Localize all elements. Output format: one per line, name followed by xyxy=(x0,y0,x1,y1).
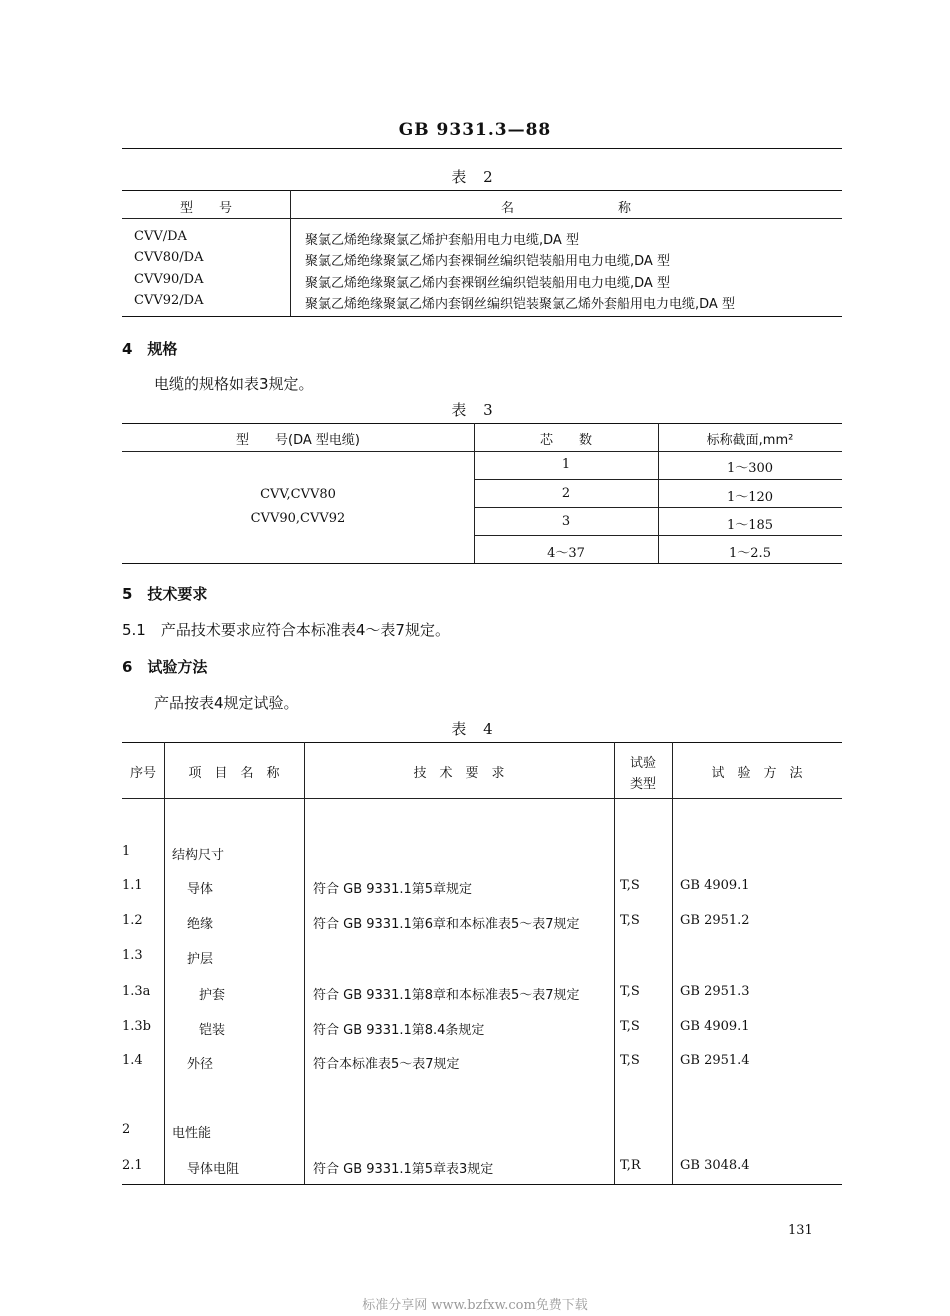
table4-row-type: T,S xyxy=(620,878,640,893)
table4-row-method: GB 4909.1 xyxy=(680,878,750,893)
table4-row-method: GB 2951.2 xyxy=(680,913,750,928)
section5-clause: 5.1 产品技术要求应符合本标准表4～表7规定。 xyxy=(122,621,450,639)
table4-header-method: 试 验 方 法 xyxy=(711,766,803,781)
table3-cores: 2 xyxy=(561,486,571,501)
table4-row-item: 护层 xyxy=(187,952,214,967)
table4-row-type: T,S xyxy=(620,984,640,999)
table4-row-no: 1.3 xyxy=(122,948,143,963)
table4-divider xyxy=(304,742,305,1184)
table4-row-method: GB 4909.1 xyxy=(680,1019,750,1034)
table3-row-rule xyxy=(474,479,842,480)
table4-header-no: 序号 xyxy=(129,766,156,781)
table3-cores: 3 xyxy=(561,514,571,529)
table4-row-no: 1.2 xyxy=(122,913,143,928)
table4-row-item: 导体 xyxy=(187,882,214,897)
table2-row-model: CVV92/DA xyxy=(134,293,204,308)
table4-row-type: T,S xyxy=(620,1053,640,1068)
table3-cores: 1 xyxy=(561,457,571,472)
table2-row-name: 聚氯乙烯绝缘聚氯乙烯内套裸钢丝编织铠装船用电力电缆,DA 型 xyxy=(305,276,670,291)
table2-caption: 表 2 xyxy=(451,168,499,186)
document-header: GB 9331.3—88 xyxy=(398,120,552,140)
table4-header-type-line2: 类型 xyxy=(629,777,656,792)
table4-row-item: 铠装 xyxy=(199,1023,226,1038)
table3-cores: 4～37 xyxy=(547,546,585,561)
table4-row-no: 1.3a xyxy=(122,984,151,999)
table3-header-rule xyxy=(122,451,842,452)
section4-text: 电缆的规格如表3规定。 xyxy=(154,375,314,393)
table4-row-no: 1 xyxy=(122,844,131,859)
table3-header-section: 标称截面,mm² xyxy=(706,433,794,448)
page-number: 131 xyxy=(788,1223,813,1238)
table4-row-req: 符合 GB 9331.1第5章规定 xyxy=(313,882,473,897)
table4-row-item: 绝缘 xyxy=(187,917,214,932)
table4-row-no: 2.1 xyxy=(122,1158,143,1173)
table4-header-item: 项 目 名 称 xyxy=(188,766,280,781)
table4-row-item: 护套 xyxy=(199,988,226,1003)
table4-row-item: 外径 xyxy=(187,1057,214,1072)
table3-header-cores: 芯 数 xyxy=(539,433,592,448)
table2-row-model: CVV/DA xyxy=(134,229,187,244)
section4-title: 4 规格 xyxy=(122,340,178,358)
table2-top-rule xyxy=(122,190,842,191)
table2-row-name: 聚氯乙烯绝缘聚氯乙烯内套裸铜丝编织铠装船用电力电缆,DA 型 xyxy=(305,254,670,269)
section6-title: 6 试验方法 xyxy=(122,658,208,676)
table2-row-name: 聚氯乙烯绝缘聚氯乙烯内套钢丝编织铠装聚氯乙烯外套船用电力电缆,DA 型 xyxy=(305,297,735,312)
table4-row-method: GB 2951.3 xyxy=(680,984,750,999)
table4-row-req: 符合 GB 9331.1第8.4条规定 xyxy=(313,1023,485,1038)
table4-row-req: 符合本标准表5～表7规定 xyxy=(313,1057,460,1072)
table2-header-model: 型 号 xyxy=(179,201,232,216)
table4-row-type: T,S xyxy=(620,1019,640,1034)
table4-row-item: 电性能 xyxy=(172,1126,212,1141)
table2-row-model: CVV80/DA xyxy=(134,250,204,265)
table3-section: 1～120 xyxy=(726,490,774,505)
table4-row-req: 符合 GB 9331.1第8章和本标准表5～表7规定 xyxy=(313,988,580,1003)
table4-row-method: GB 2951.4 xyxy=(680,1053,750,1068)
table4-row-req: 符合 GB 9331.1第6章和本标准表5～表7规定 xyxy=(313,917,580,932)
table3-section: 1～300 xyxy=(726,461,774,476)
table4-row-type: T,S xyxy=(620,913,640,928)
table4-row-req: 符合 GB 9331.1第5章表3规定 xyxy=(313,1162,494,1177)
watermark-footer: 标准分享网 www.bzfxw.com免费下载 xyxy=(362,1298,588,1313)
table4-row-method: GB 3048.4 xyxy=(680,1158,750,1173)
table4-row-no: 1.3b xyxy=(122,1019,151,1034)
table2-row-name: 聚氯乙烯绝缘聚氯乙烯护套船用电力电缆,DA 型 xyxy=(305,233,579,248)
table3-top-rule xyxy=(122,423,842,424)
table4-row-no: 1.4 xyxy=(122,1053,143,1068)
table4-row-item: 导体电阻 xyxy=(187,1162,240,1177)
table4-divider xyxy=(614,742,615,1184)
table3-model-line: CVV90,CVV92 xyxy=(250,511,346,526)
table3-section: 1～2.5 xyxy=(729,546,771,561)
table4-row-no: 1.1 xyxy=(122,878,143,893)
table4-caption: 表 4 xyxy=(451,720,499,738)
table3-bottom-rule xyxy=(122,563,842,564)
table2-bottom-rule xyxy=(122,316,842,317)
table4-row-no: 2 xyxy=(122,1122,131,1137)
table4-bottom-rule xyxy=(122,1184,842,1185)
table4-header-type-line1: 试验 xyxy=(629,756,656,771)
table2-row-model: CVV90/DA xyxy=(134,272,204,287)
section5-title: 5 技术要求 xyxy=(122,585,208,603)
table3-section: 1～185 xyxy=(726,518,774,533)
table4-top-rule xyxy=(122,742,842,743)
table4-divider xyxy=(672,742,673,1184)
table2-header-rule xyxy=(122,218,842,219)
table3-row-rule xyxy=(474,507,842,508)
table4-divider xyxy=(164,742,165,1184)
table4-row-item: 结构尺寸 xyxy=(172,848,225,863)
table3-model-line: CVV,CVV80 xyxy=(260,487,336,502)
header-rule xyxy=(122,148,842,149)
table3-header-model: 型 号(DA 型电缆) xyxy=(236,433,360,448)
table3-caption: 表 3 xyxy=(451,401,499,419)
table2-header-name: 名 称 xyxy=(500,201,631,216)
table4-header-rule xyxy=(122,798,842,799)
table2-divider xyxy=(290,190,291,316)
table4-row-type: T,R xyxy=(620,1158,641,1173)
table4-header-req: 技 术 要 求 xyxy=(413,766,505,781)
section6-text: 产品按表4规定试验。 xyxy=(154,694,299,712)
table3-row-rule xyxy=(474,535,842,536)
